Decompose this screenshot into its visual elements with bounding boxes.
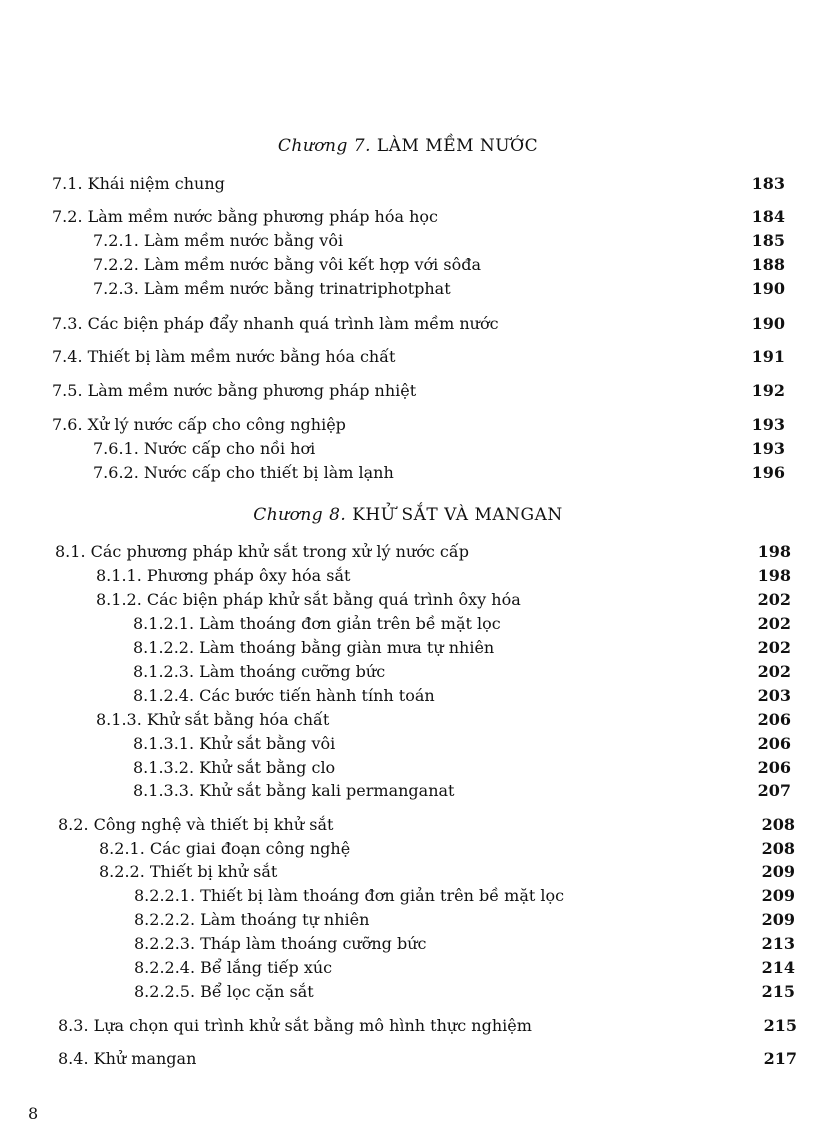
toc-entry-page: 215 <box>763 1016 797 1035</box>
toc-entry-label: 8.1.2.4. Các bước tiến hành tính toán <box>133 686 435 705</box>
toc-entry-page: 183 <box>751 174 785 193</box>
toc-entry-page: 203 <box>757 686 791 705</box>
chapter-8-prefix: Chương 8. <box>253 505 347 525</box>
toc-entry-page: 217 <box>763 1049 797 1068</box>
toc-entry-label: 7.2.2. Làm mềm nước bằng vôi kết hợp với sôđa <box>93 255 481 274</box>
toc-entry-label: 8.2.2. Thiết bị khử sắt <box>99 862 278 881</box>
chapter-8-heading <box>0 505 816 525</box>
toc-entry-label: 7.6.2. Nước cấp cho thiết bị làm lạnh <box>93 463 394 482</box>
chapter-7-heading <box>0 136 816 156</box>
toc-entry-label: 8.1.2. Các biện pháp khử sắt bằng quá trình ôxy hóa <box>96 590 521 609</box>
toc-entry-page: 190 <box>751 314 785 333</box>
toc-entry-page: 193 <box>751 415 785 434</box>
toc-entry-page: 208 <box>761 815 795 834</box>
toc-entry-page: 202 <box>757 590 791 609</box>
toc-entry-label: 8.1.3.1. Khử sắt bằng vôi <box>133 734 336 753</box>
toc-entry-page: 214 <box>761 958 795 977</box>
toc-entry-page: 192 <box>751 381 785 400</box>
toc-entry-page: 206 <box>757 734 791 753</box>
toc-entry-label: 8.1.1. Phương pháp ôxy hóa sắt <box>96 566 351 585</box>
toc-entry-label: 8.1.3.2. Khử sắt bằng clo <box>133 758 336 777</box>
toc-entry-label: 7.1. Khái niệm chung <box>52 174 225 193</box>
toc-entry-label: 7.6.1. Nước cấp cho nồi hơi <box>93 439 316 458</box>
toc-entry-page: 207 <box>757 781 791 800</box>
chapter-8-title: KHỬ SẮT VÀ MANGAN <box>352 505 563 525</box>
toc-entry-page: 198 <box>757 566 791 585</box>
chapter-7-prefix: Chương 7. <box>277 136 372 156</box>
toc-entry-label: 7.4. Thiết bị làm mềm nước bằng hóa chất <box>52 347 396 366</box>
toc-entry-label: 8.1.2.3. Làm thoáng cưỡng bức <box>133 662 386 681</box>
toc-entry-page: 184 <box>751 207 785 226</box>
toc-entry-label: 8.1.2.2. Làm thoáng bằng giàn mưa tự nhiên <box>133 638 495 657</box>
toc-entry-label: 8.2.2.4. Bể lắng tiếp xúc <box>134 958 333 977</box>
toc-entry-label: 8.2. Công nghệ và thiết bị khử sắt <box>58 815 334 834</box>
toc-entry-page: 215 <box>761 982 795 1001</box>
toc-entry-page: 208 <box>761 839 795 858</box>
toc-entry-page: 202 <box>757 638 791 657</box>
toc-entry-page: 202 <box>757 662 791 681</box>
toc-entry-page: 213 <box>761 934 795 953</box>
toc-entry-label: 7.2.1. Làm mềm nước bằng vôi <box>93 231 344 250</box>
toc-entry-page: 188 <box>751 255 785 274</box>
toc-entry-page: 185 <box>751 231 785 250</box>
toc-entry-page: 206 <box>757 758 791 777</box>
toc-entry-page: 202 <box>757 614 791 633</box>
toc-entry-page: 196 <box>751 463 785 482</box>
toc-entry-page: 209 <box>761 910 795 929</box>
toc-entry-label: 8.1. Các phương pháp khử sắt trong xử lý nước cấp <box>55 542 469 561</box>
toc-entry-label: 8.2.2.2. Làm thoáng tự nhiên <box>134 910 370 929</box>
toc-entry-page: 209 <box>761 862 795 881</box>
toc-entry-label: 7.3. Các biện pháp đẩy nhanh quá trình làm mềm nước <box>52 314 499 333</box>
toc-entry-label: 8.1.3. Khử sắt bằng hóa chất <box>96 710 330 729</box>
toc-entry-page: 198 <box>757 542 791 561</box>
toc-entry-label: 7.2. Làm mềm nước bằng phương pháp hóa học <box>52 207 439 226</box>
toc-entry-page: 190 <box>751 279 785 298</box>
toc-entry-label: 7.5. Làm mềm nước bằng phương pháp nhiệt <box>52 381 417 400</box>
toc-entry-label: 7.6. Xử lý nước cấp cho công nghiệp <box>52 415 346 434</box>
toc-entry-page: 191 <box>751 347 785 366</box>
toc-entry-label: 8.1.3.3. Khử sắt bằng kali permanganat <box>133 781 455 800</box>
toc-entry-label: 8.1.2.1. Làm thoáng đơn giản trên bề mặt lọc <box>133 614 501 633</box>
toc-entry-label: 8.2.2.1. Thiết bị làm thoáng đơn giản trên bề mặt lọc <box>134 886 565 905</box>
toc-entry-label: 8.3. Lựa chọn qui trình khử sắt bằng mô hình thực nghiệm <box>58 1016 532 1035</box>
toc-entry-page: 206 <box>757 710 791 729</box>
toc-entry-label: 8.2.2.3. Tháp làm thoáng cưỡng bức <box>134 934 427 953</box>
toc-entry-label: 8.2.1. Các giai đoạn công nghệ <box>99 839 351 858</box>
toc-entry-page: 193 <box>751 439 785 458</box>
page-number: 8 <box>28 1104 39 1123</box>
chapter-7-title: LÀM MỀM NƯỚC <box>376 136 539 156</box>
toc-entry-label: 8.4. Khử mangan <box>58 1049 197 1068</box>
toc-entry-page: 209 <box>761 886 795 905</box>
toc-entry-label: 7.2.3. Làm mềm nước bằng trinatriphotphat <box>93 279 451 298</box>
toc-entry-label: 8.2.2.5. Bể lọc cặn sắt <box>134 982 314 1001</box>
